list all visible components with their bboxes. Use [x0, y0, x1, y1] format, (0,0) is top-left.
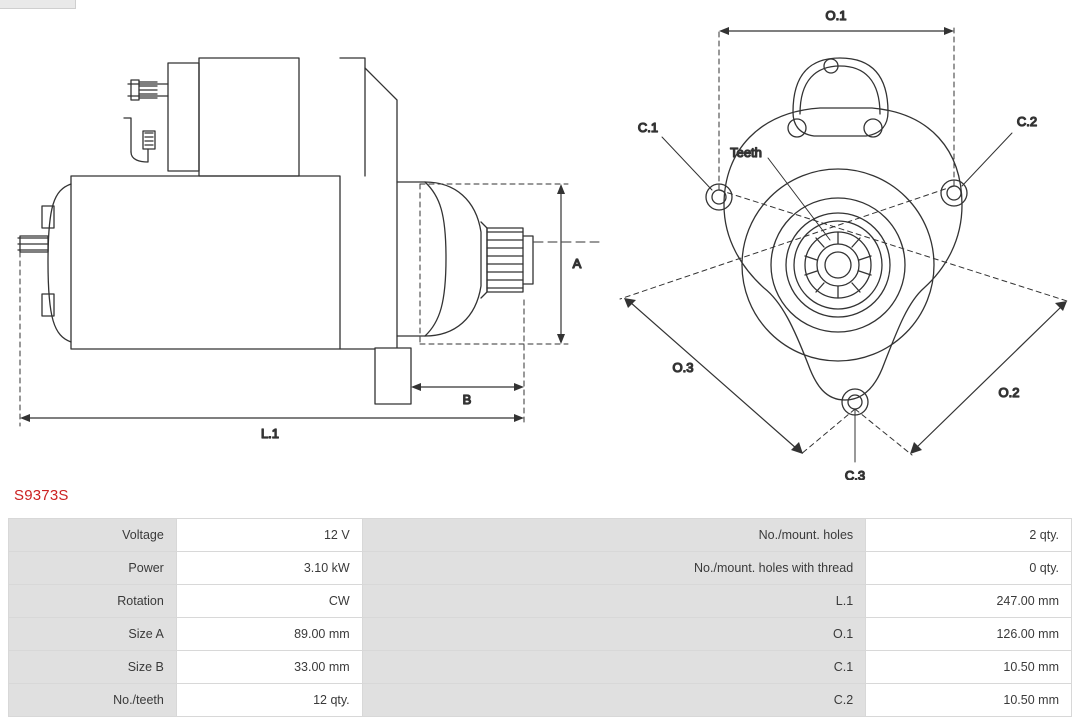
- rear-cover: [48, 184, 71, 342]
- spec-value: 89.00 mm: [176, 618, 362, 651]
- rear-studs: [18, 238, 48, 250]
- dimension-label-a: A: [572, 256, 582, 271]
- callout-label-teeth: Teeth: [730, 145, 762, 160]
- table-row: [9, 618, 1072, 651]
- dimension-o2: [719, 190, 1067, 455]
- spec-key: No./mount. holes: [362, 519, 865, 552]
- dimension-b: [411, 300, 524, 394]
- spec-value: 126.00 mm: [866, 618, 1072, 651]
- spec-key: Size A: [9, 618, 177, 651]
- spec-key: C.2: [362, 684, 865, 717]
- callout-label-c3: C.3: [844, 468, 866, 480]
- dimension-label-o2: O.2: [998, 385, 1020, 400]
- table-row: [9, 651, 1072, 684]
- specifications-table: [8, 518, 1072, 717]
- spec-value: CW: [176, 585, 362, 618]
- solenoid-body: [199, 58, 299, 176]
- spec-value: 12 V: [176, 519, 362, 552]
- front-view-drawing: [620, 8, 1067, 480]
- spec-key: Voltage: [9, 519, 177, 552]
- table-row: [9, 519, 1072, 552]
- dimension-o3: [620, 186, 954, 455]
- dimension-l1: [20, 252, 524, 426]
- table-row: [9, 552, 1072, 585]
- side-view-drawing: [18, 58, 600, 441]
- part-number: S9373S: [14, 487, 69, 504]
- spec-value: 3.10 kW: [176, 552, 362, 585]
- pilot-ring-inner: [786, 213, 890, 317]
- dimension-label-l1: L.1: [260, 426, 280, 441]
- spec-key: No./mount. holes with thread: [362, 552, 865, 585]
- spec-key: Power: [9, 552, 177, 585]
- spec-value: 12 qty.: [176, 684, 362, 717]
- spec-key: O.1: [362, 618, 865, 651]
- solenoid-cap: [168, 63, 199, 171]
- spec-value: 33.00 mm: [176, 651, 362, 684]
- dimension-label-b: B: [462, 392, 472, 407]
- spec-key: Rotation: [9, 585, 177, 618]
- spec-value: 0 qty.: [866, 552, 1072, 585]
- callout-label-c1: C.1: [637, 120, 659, 135]
- spec-key: Size B: [9, 651, 177, 684]
- pinion-teeth: [805, 232, 871, 298]
- spec-value: 10.50 mm: [866, 651, 1072, 684]
- spec-key: No./teeth: [9, 684, 177, 717]
- spec-key: C.1: [362, 651, 865, 684]
- drive-end-housing: [365, 68, 411, 404]
- spec-value: 247.00 mm: [866, 585, 1072, 618]
- table-row: [9, 684, 1072, 717]
- callout-label-c2: C.2: [1016, 114, 1038, 129]
- spec-value: 10.50 mm: [866, 684, 1072, 717]
- nose-flange: [425, 182, 446, 336]
- spec-value: 2 qty.: [866, 519, 1072, 552]
- pinion-gear: [487, 228, 523, 292]
- dimension-label-o1: O.1: [825, 8, 847, 23]
- bracket-inner: [800, 66, 880, 114]
- starter-housing: [71, 176, 340, 349]
- spec-key: L.1: [362, 585, 865, 618]
- upper-bracket: [793, 58, 888, 136]
- solenoid-terminals: [124, 80, 168, 162]
- table-row: [9, 585, 1072, 618]
- dimension-label-o3: O.3: [672, 360, 694, 375]
- housing-upper-step: [340, 58, 365, 176]
- pilot-ring-mid: [771, 198, 905, 332]
